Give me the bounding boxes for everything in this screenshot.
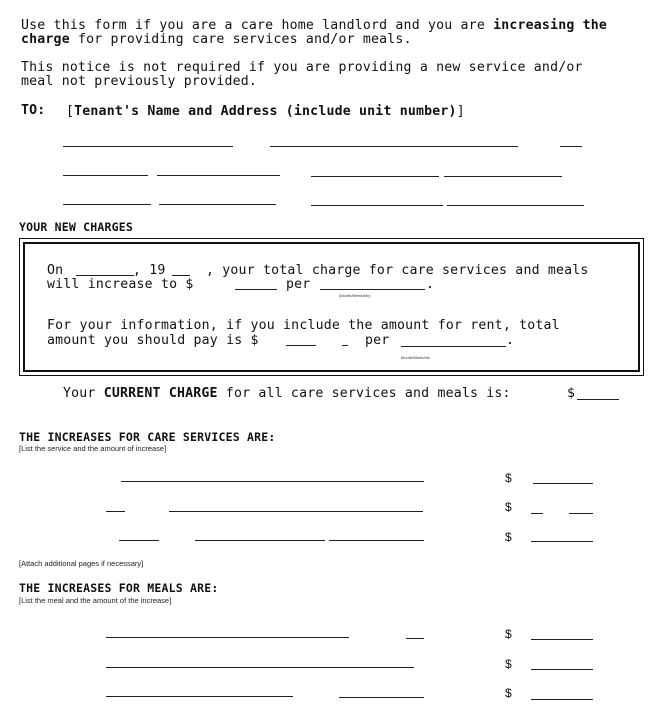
care-service-3-blank-a[interactable]	[119, 540, 159, 541]
meal-1-amount[interactable]	[531, 639, 593, 640]
tenant-blank-1b[interactable]	[270, 146, 518, 147]
sentence-1b: will increase to $	[47, 277, 194, 292]
meal-3-dollar: $	[505, 686, 512, 700]
sentence-1a: , your total charge for care services and meals	[206, 263, 589, 278]
care-service-3-blank-c[interactable]	[329, 540, 424, 541]
meals-instruction: [List the meal and the amount of the increase]	[19, 596, 172, 605]
period-2-caption: Month/Week/etc	[401, 355, 430, 360]
meal-1-blank-a[interactable]	[106, 637, 349, 638]
intro-line-3: This notice is not required if you are providing a new service and/or	[21, 60, 583, 75]
tenant-blank-3d[interactable]	[447, 205, 584, 206]
bracket-close: ]	[456, 104, 465, 119]
info-line-1: For your information, if you include the amount for rent, total	[47, 318, 560, 333]
tenant-blank-2a[interactable]	[63, 175, 148, 176]
meal-3-blank-a[interactable]	[106, 696, 293, 697]
tenant-blank-2c[interactable]	[311, 176, 439, 177]
tenant-label	[66, 105, 465, 119]
meal-3-amount[interactable]	[531, 699, 593, 700]
new-charges-frame-inner	[23, 242, 640, 372]
meal-1-blank-b[interactable]	[406, 638, 424, 639]
tenant-blank-2d[interactable]	[444, 176, 562, 177]
period-2-blank[interactable]	[401, 346, 506, 347]
per-label-1: per	[286, 277, 311, 292]
intro-line-2	[21, 33, 412, 47]
care-service-1-amount[interactable]	[533, 483, 593, 484]
period-1-caption: (Month/Week/etc)	[339, 293, 371, 298]
effective-date-blank[interactable]	[76, 275, 134, 276]
total-amount-blank-2[interactable]	[342, 345, 348, 346]
intro-text-1a: Use this form if you are a care home landlord and you are	[21, 18, 494, 33]
on-label: On	[47, 263, 64, 278]
per-label-2: per	[365, 333, 390, 348]
period-end-2: .	[506, 333, 515, 348]
meal-2-blank[interactable]	[106, 667, 414, 668]
period-end-1: .	[426, 277, 435, 292]
care-service-2-amount-b[interactable]	[569, 513, 593, 514]
current-charge-emphasis: CURRENT CHARGE	[103, 386, 218, 401]
intro-text-2b: for providing care services and/or meals.	[69, 32, 412, 47]
info-line-2a: amount you should pay is $	[47, 333, 259, 348]
care-service-2-blank-b[interactable]	[169, 511, 423, 512]
care-service-2-amount-a[interactable]	[531, 513, 543, 514]
intro-line-1	[21, 19, 607, 33]
current-charge-text-c: for all care services and meals is:	[217, 386, 511, 401]
total-amount-blank-1[interactable]	[286, 345, 316, 346]
new-charges-heading: YOUR NEW CHARGES	[19, 220, 133, 234]
care-service-3-blank-b[interactable]	[195, 540, 325, 541]
tenant-blank-3b[interactable]	[159, 204, 276, 205]
current-charge-text-a: Your	[63, 386, 104, 401]
attach-note: [Attach additional pages if necessary]	[19, 559, 144, 568]
tenant-blank-1c[interactable]	[560, 146, 582, 147]
year-prefix: , 19	[133, 263, 166, 278]
care-service-3-dollar: $	[505, 530, 512, 544]
new-charge-amount-blank[interactable]	[235, 289, 277, 290]
tenant-blank-3a[interactable]	[63, 204, 151, 205]
tenant-label-text: Tenant's Name and Address (include unit number)	[74, 104, 457, 119]
period-1-blank[interactable]	[320, 289, 425, 290]
tenant-blank-3c[interactable]	[311, 205, 443, 206]
meal-2-dollar: $	[505, 657, 512, 671]
care-service-2-blank-a[interactable]	[106, 511, 125, 512]
care-service-1-blank[interactable]	[121, 481, 424, 482]
intro-line-4: meal not previously provided.	[21, 74, 258, 89]
current-charge-blank[interactable]	[577, 399, 619, 400]
care-service-2-dollar: $	[505, 500, 512, 514]
meal-3-blank-b[interactable]	[339, 697, 424, 698]
meals-heading: THE INCREASES FOR MEALS ARE:	[19, 581, 219, 595]
current-charge-dollar: $	[567, 386, 576, 401]
meal-2-amount[interactable]	[531, 669, 593, 670]
to-label: TO:	[21, 103, 46, 118]
meal-1-dollar: $	[505, 627, 512, 641]
tenant-blank-1a[interactable]	[63, 146, 233, 147]
intro-emphasis-increasing: increasing the	[493, 18, 608, 33]
year-blank[interactable]	[172, 275, 190, 276]
current-charge-label	[63, 387, 511, 401]
tenant-blank-2b[interactable]	[157, 175, 280, 176]
care-service-1-dollar: $	[505, 471, 512, 485]
intro-emphasis-charge: charge	[21, 32, 70, 47]
care-services-instruction: [List the service and the amount of increase]	[19, 444, 167, 453]
care-services-heading: THE INCREASES FOR CARE SERVICES ARE:	[19, 430, 276, 444]
bracket-open: [	[66, 104, 75, 119]
care-service-3-amount[interactable]	[531, 541, 593, 542]
